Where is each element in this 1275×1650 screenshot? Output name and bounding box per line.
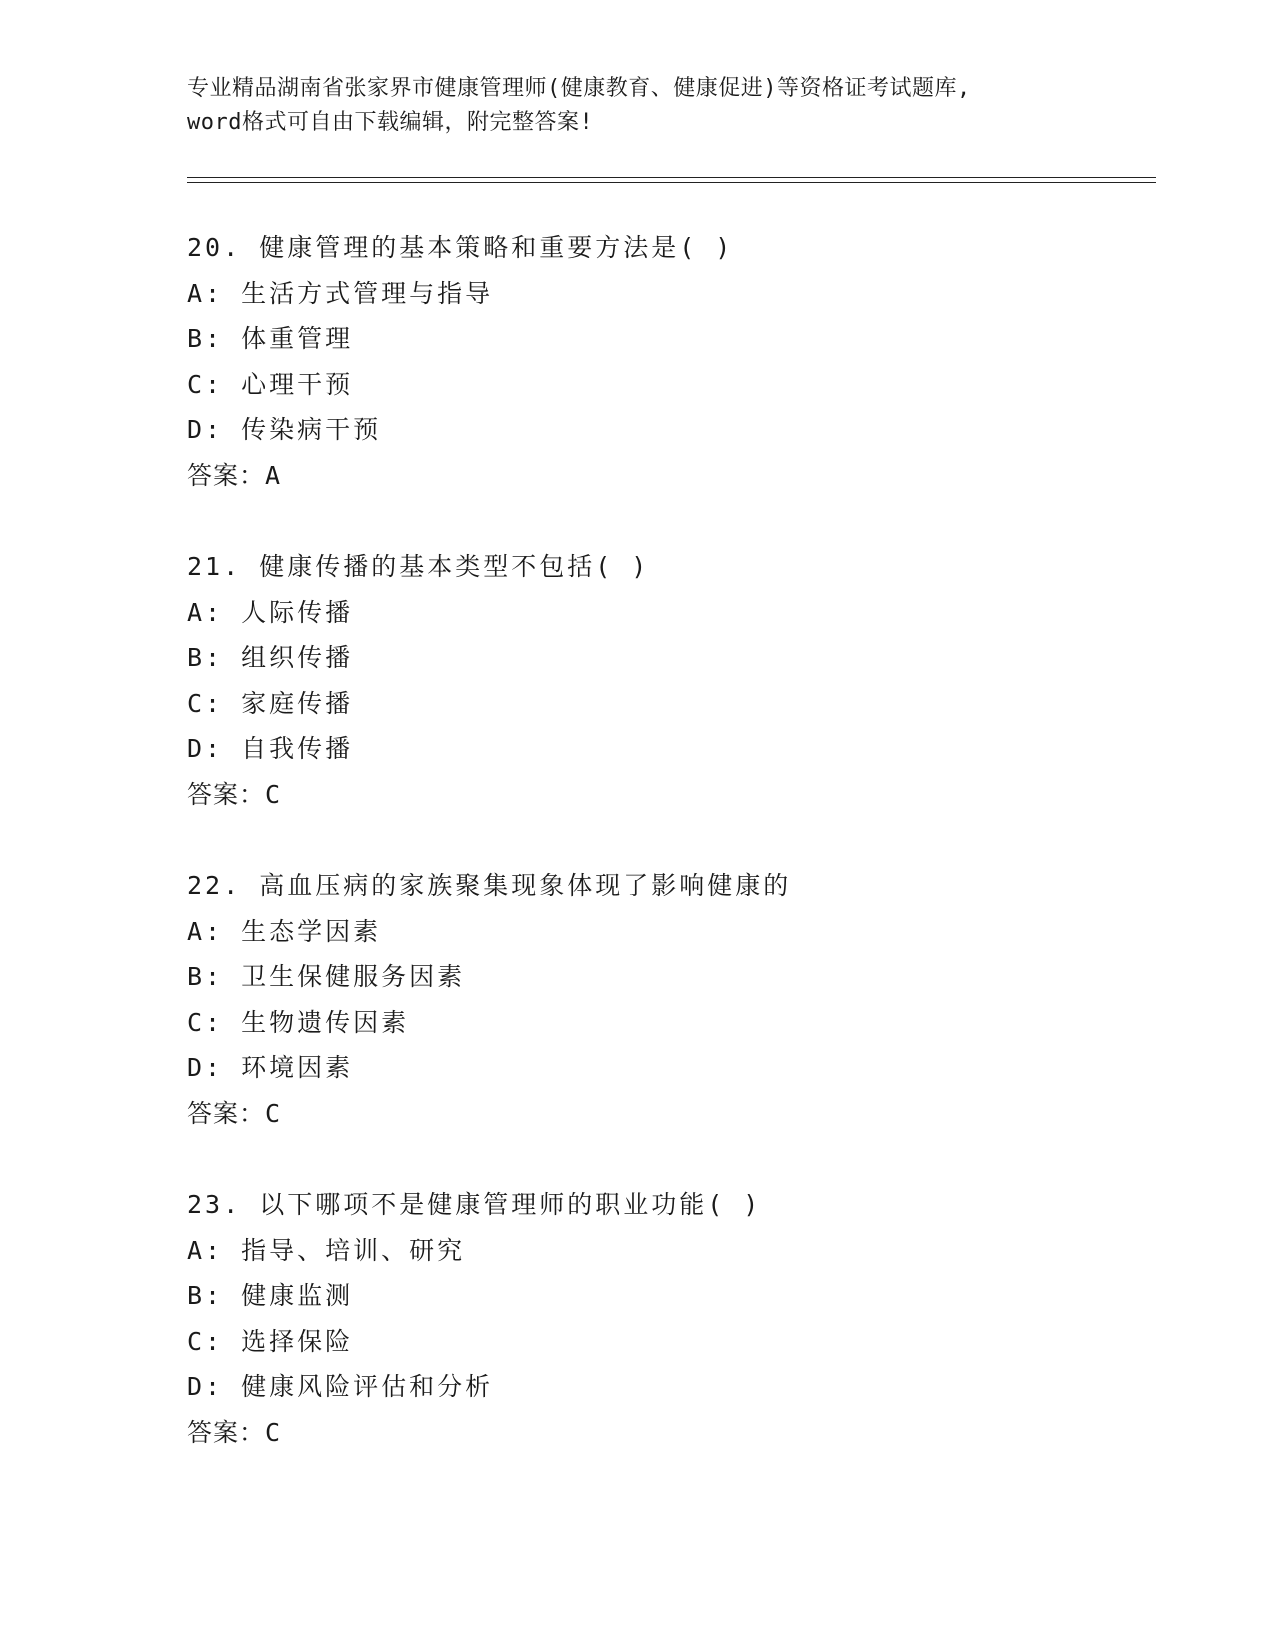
option-b: B: 健康监测 [187, 1281, 354, 1310]
answer-value: A [265, 460, 282, 490]
answer-label: 答案： [187, 460, 266, 490]
option-b: B: 体重管理 [187, 324, 354, 353]
header-divider-top [187, 177, 1156, 178]
question-21 [187, 544, 1137, 817]
answer-value: C [265, 779, 282, 809]
header-line-1: 专业精品湖南省张家界市健康管理师(健康教育、健康促进)等资格证考试题库, [187, 76, 971, 101]
option-b: B: 卫生保健服务因素 [187, 962, 466, 991]
option-a: A: 生态学因素 [187, 916, 382, 946]
answer-line [187, 772, 1137, 818]
option-d: D: 传染病干预 [187, 415, 382, 444]
option-c: C: 生物遗传因素 [187, 1007, 410, 1037]
answer-line [187, 1410, 1137, 1456]
question-stem: 23. 以下哪项不是健康管理师的职业功能( ) [187, 1190, 762, 1219]
header-line-2: word格式可自由下载编辑，附完整答案! [187, 110, 594, 135]
option-a: A: 指导、培训、研究 [187, 1235, 466, 1265]
question-22 [187, 863, 1137, 1136]
document-header [187, 72, 1087, 140]
question-stem: 21. 健康传播的基本类型不包括( ) [187, 552, 650, 581]
option-c: C: 家庭传播 [187, 688, 354, 718]
question-23 [187, 1182, 1137, 1455]
answer-value: C [265, 1098, 282, 1128]
option-d: D: 健康风险评估和分析 [187, 1372, 494, 1401]
question-20 [187, 225, 1137, 498]
answer-value: C [265, 1417, 282, 1447]
option-a: A: 人际传播 [187, 597, 354, 627]
question-stem: 22. 高血压病的家族聚集现象体现了影响健康的 [187, 871, 792, 900]
option-a: A: 生活方式管理与指导 [187, 278, 494, 308]
answer-line [187, 1091, 1137, 1137]
option-d: D: 自我传播 [187, 734, 354, 763]
question-stem: 20. 健康管理的基本策略和重要方法是( ) [187, 233, 734, 262]
option-c: C: 心理干预 [187, 369, 354, 399]
option-b: B: 组织传播 [187, 643, 354, 672]
answer-label: 答案： [187, 1417, 266, 1447]
option-d: D: 环境因素 [187, 1053, 354, 1082]
answer-label: 答案： [187, 1098, 266, 1128]
answer-label: 答案： [187, 779, 266, 809]
answer-line [187, 453, 1137, 499]
header-divider-bottom [187, 182, 1156, 183]
option-c: C: 选择保险 [187, 1326, 354, 1356]
